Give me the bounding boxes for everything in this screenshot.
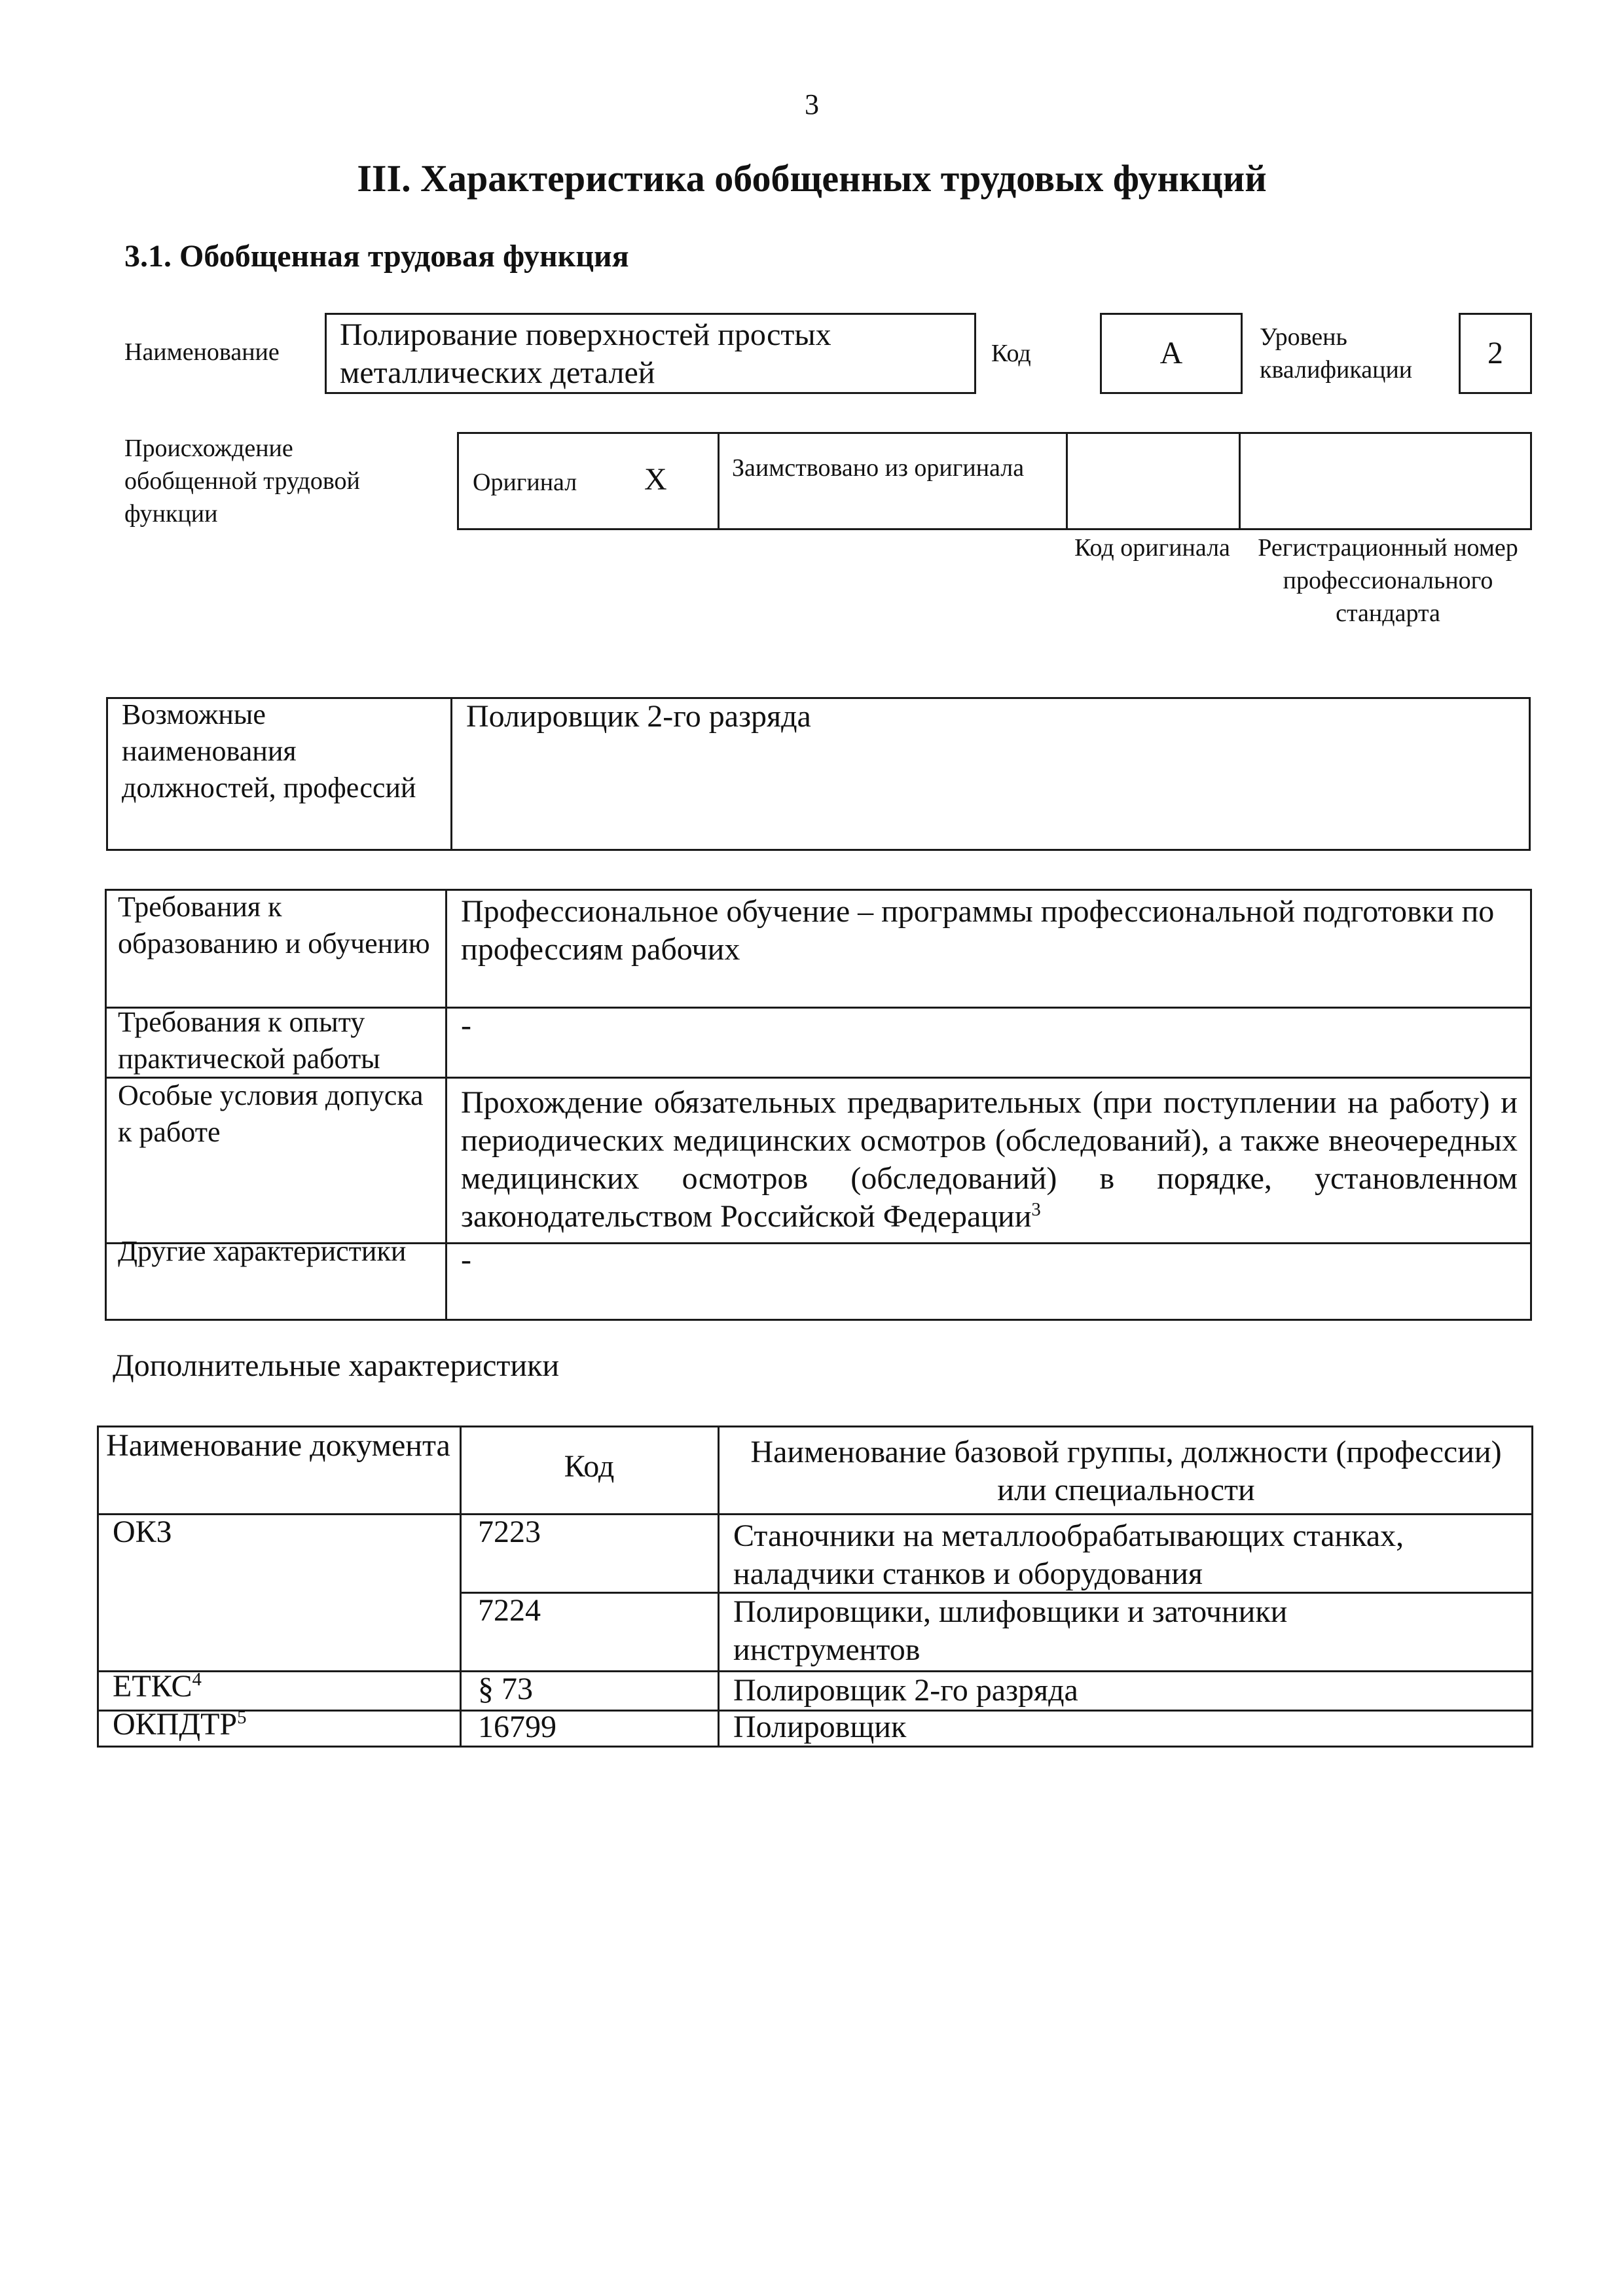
doc-name: ОКПДТР [113,1707,238,1742]
requirement-admission-label: Особые условия допуска к работе [118,1079,424,1148]
origin-label: Происхождение обобщенной трудовой функции [124,435,360,528]
table-row-doc: ОКЗ [113,1515,172,1549]
footnote-4: 4 [192,1669,202,1690]
positions-divider [450,697,452,851]
code-box [1100,313,1243,394]
original-label: Оригинал [473,469,577,496]
header-group-name: Наименование базовой группы, должности (профессии) или специальности [750,1435,1502,1507]
registration-number-caption: Регистрационный номер профессионального стандарта [1258,534,1518,627]
table-row-code: § 73 [478,1672,533,1706]
origin-divider [1066,432,1068,530]
requirement-education-value: Профессиональное обучение – программы профессиональной подготовки по профессиям рабочих [461,894,1495,967]
origin-divider [718,432,720,530]
positions-value: Полировщик 2-го разряда [466,699,811,734]
additional-divider [460,1426,462,1748]
name-box [325,313,976,394]
table-row-code: 7224 [478,1593,541,1628]
header-document: Наименование документа [106,1428,450,1463]
requirement-other-value: - [461,1242,471,1277]
requirements-divider [445,889,447,1321]
name-value: Полирование поверхностей простых металлических деталей [340,317,831,390]
requirement-education-label: Требования к образованию и обучению [118,891,430,960]
requirement-admission-text: Прохождение обязательных предварительных (при поступлении на работу) и периодических медицинских осмотров (обследований), а также внеочередных медицинских осмотров (обследований) в порядке, установленном законодательством Российской Федерации [461,1085,1518,1234]
additional-divider [718,1426,720,1748]
additional-title: Дополнительные характеристики [113,1348,560,1383]
table-row-code: 7223 [478,1515,541,1549]
doc-name: ЕТКС [113,1669,192,1704]
table-row-name: Полировщик 2-го разряда [733,1673,1078,1708]
table-row-name: Станочники на металлообрабатывающих станках, наладчики станков и оборудования [733,1518,1404,1591]
page-number: 3 [805,88,819,120]
requirement-experience-label: Требования к опыту практической работы [118,1006,380,1075]
positions-label: Возможные наименования должностей, профессий [122,698,416,804]
footnote-3: 3 [1031,1199,1041,1220]
table-row-name: Полировщик [733,1710,907,1744]
origin-divider [1239,432,1241,530]
requirement-admission-value [461,1084,1518,1236]
header-code: Код [564,1449,615,1484]
code-value: А [1159,336,1183,370]
requirement-experience-value: - [461,1008,471,1043]
original-mark: Х [644,462,667,497]
table-row-doc [113,1668,440,1706]
original-code-caption: Код оригинала [1074,534,1230,562]
requirement-other-label: Другие характеристики [118,1235,407,1267]
level-box [1459,313,1532,394]
level-label: Уровень квалификации [1260,323,1413,384]
subsection-title: 3.1. Обобщенная трудовая функция [124,239,629,274]
borrowed-label: Заимствовано из оригинала [732,454,1025,482]
table-row-doc [113,1706,440,1744]
level-value: 2 [1487,336,1503,370]
code-label: Код [991,340,1031,367]
section-title: III. Характеристика обобщенных трудовых функций [357,157,1267,200]
footnote-5: 5 [237,1707,247,1728]
table-row-code: 16799 [478,1710,556,1744]
name-label: Наименование [124,338,280,366]
table-row-name: Полировщики, шлифовщики и заточники инструментов [733,1594,1288,1667]
